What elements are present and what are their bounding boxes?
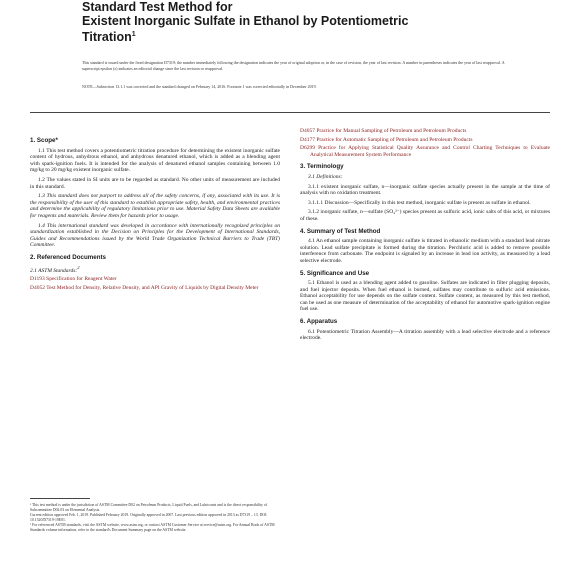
- title-line-3-text: Titration: [82, 30, 132, 45]
- right-column: [300, 128, 550, 345]
- apparatus-6-1: 6.1 Potentiometric Titration Assembly—A titration assembly with a lead selective electrode and a reference electrode.: [300, 328, 550, 342]
- scope-1-2: 1.2 The values stated in SI units are to be regarded as standard. No other units of measurement are included in this standard.: [30, 176, 280, 190]
- footnote-2: ² For referenced ASTM standards, visit the ASTM website, www.astm.org, or contact ASTM Customer Service at service@astm.org. For Annual Book of ASTM Standards volume information, refer to the standard's Document Summary page on the ASTM website.: [30, 522, 275, 532]
- left-column: [30, 132, 280, 293]
- scope-1-1: 1.1 This test method covers a potentiometric titration procedure for determining the existent inorganic sulfate content of hydrous, anhydrous ethanol, and anhydrous denatured ethanol, which is added as a blending agent with spark-ignition fuels. It is intended for the analysis of denatured ethanol samples containing between 1.0 mg/kg to 20 mg/kg existent inorganic sulfate.: [30, 147, 280, 174]
- editorial-note: NOTE—Subsection 13.1.1 was corrected and the standard changed on February 14, 2016. Footnote 1 was corrected editorially in December 2019.: [82, 84, 317, 89]
- section-summary-heading: 4. Summary of Test Method: [300, 227, 381, 235]
- ref-title[interactable]: Test Method for Density, Relative Density, and API Gravity of Liquids by Digital Density Meter: [46, 284, 259, 291]
- scope-1-3: 1.3 This standard does not purport to address all of the safety concerns, if any, associated with its use. It is the responsibility of the user of this standard to establish appropriate safety, health, and environmental practices and determine the applicability of regulatory limitations prior to use. Material Safety Data Sheets are available for reagents and materials. Review them for hazards prior to usage.: [30, 193, 280, 219]
- designation-intro: This standard is issued under the fixed designation D7319; the number immediately following the designation indicates the year of original adoption or, in the case of revision, the year of last revision. A number in parentheses indicates the year of last reapproval. A superscript epsilon (ε) indicates an editorial change since the last revision or reapproval.: [82, 60, 505, 71]
- terminology-3-1-1-1: 3.1.1.1 Discussion—Specifically in this test method, inorganic sulfate is present as sulfate in ethanol.: [308, 199, 531, 206]
- section-refdocs-heading: 2. Referenced Documents: [30, 253, 106, 261]
- document-title: [82, 0, 522, 44]
- ref-code[interactable]: D4052: [30, 284, 45, 291]
- scope-1-4: 1.4 This international standard was developed in accordance with internationally recognized principles on standardization established in the Decision on Principles for the Development of International Standards, Guides and Recommendations issued by the World Trade Organization Technical Barriers to Trade (TBT) Committee.: [30, 222, 280, 249]
- section-terminology-heading: 3. Terminology: [300, 163, 344, 171]
- ref-item-d1193[interactable]: [30, 276, 280, 283]
- ref-code[interactable]: D4177: [300, 136, 315, 143]
- terminology-3-1: 3.1 Definitions:: [308, 173, 343, 180]
- title-line-3: [82, 28, 522, 44]
- terminology-3-1-1: 3.1.1 existent inorganic sulfate, n—inorganic sulfate species actually present in the sample at the time of analysis with no oxidation treatment.: [300, 183, 550, 197]
- header-divider: [30, 112, 550, 113]
- refdocs-intro: [30, 265, 280, 274]
- section-apparatus-heading: 6. Apparatus: [300, 318, 338, 326]
- ref-title[interactable]: Practice for Applying Statistical Quality Assurance and Control Charting Techniques to Evaluate Analytical Measurement System Performance: [310, 145, 550, 158]
- section-scope-heading: 1. Scope*: [30, 137, 58, 144]
- ref-item-d6299[interactable]: [300, 145, 550, 158]
- footnote-edition: Current edition approved Feb. 1, 2019. Published February 2019. Originally approved in 2007. Last previous edition approved in 2013 as D7319 – 13. DOI: 10.1520/D7319-19E01.: [30, 512, 268, 522]
- ref-title[interactable]: Practice for Manual Sampling of Petroleum and Petroleum Products: [316, 128, 467, 134]
- ref-title[interactable]: Practice for Automatic Sampling of Petroleum and Petroleum Products: [316, 136, 473, 143]
- terminology-3-1-2: 3.1.2 inorganic sulfate, n—sulfate (SO₄²⁻) species present as sulfuric acid, ionic salts of this acid, or mixtures of these.: [300, 209, 550, 222]
- ref-item-d4052[interactable]: [30, 285, 280, 292]
- significance-5-1: 5.1 Ethanol is used as a blending agent added to gasoline. Sulfates are indicated in filter plugging deposits, and fuel injector deposits. When fuel ethanol is burned, sulfates may contribute to sulfuric acid emissions. Ethanol acceptability for use depends on the sulfate content. Sulfate content, as measured by this test method, can be used as one measure of determination of the acceptability of ethanol for automotive spark-ignition engine fuel use.: [300, 280, 550, 313]
- footnotes: [30, 503, 280, 532]
- ref-code[interactable]: D6299: [300, 145, 315, 152]
- ref-item-d4177[interactable]: [300, 137, 550, 144]
- ref-code[interactable]: D4057: [300, 128, 315, 134]
- summary-4-1: 4.1 An ethanol sample containing inorganic sulfate is titrated in ethanolic medium with a standard lead nitrate solution. Lead sulfate precipitate is formed during the titration. Perchloric acid is added to remove possible interference from carbonate. The endpoint is signaled by an increase in lead ion activity, as measured by a lead selective electrode.: [300, 238, 550, 264]
- refdocs-footnote-mark: 2: [77, 264, 80, 270]
- ref-code[interactable]: D1193: [30, 275, 45, 282]
- ref-title[interactable]: Specification for Reagent Water: [46, 275, 117, 282]
- footnote-1: ¹ This test method is under the jurisdiction of ASTM Committee D02 on Petroleum Products, Liquid Fuels, and Lubricants and is the direct responsibility of Subcommittee D02.03 on Elemental Analysis.: [30, 503, 268, 512]
- title-footnote-mark: 1: [131, 31, 136, 38]
- title-line-1: Standard Test Method for: [82, 0, 233, 14]
- refdocs-intro-text: 2.1 ASTM Standards:: [30, 267, 78, 274]
- ref-item-d4057[interactable]: [300, 128, 550, 135]
- footnote-divider: [30, 498, 90, 499]
- section-significance-heading: 5. Significance and Use: [300, 269, 370, 277]
- title-line-2: Existent Inorganic Sulfate in Ethanol by Potentiometric: [82, 14, 409, 28]
